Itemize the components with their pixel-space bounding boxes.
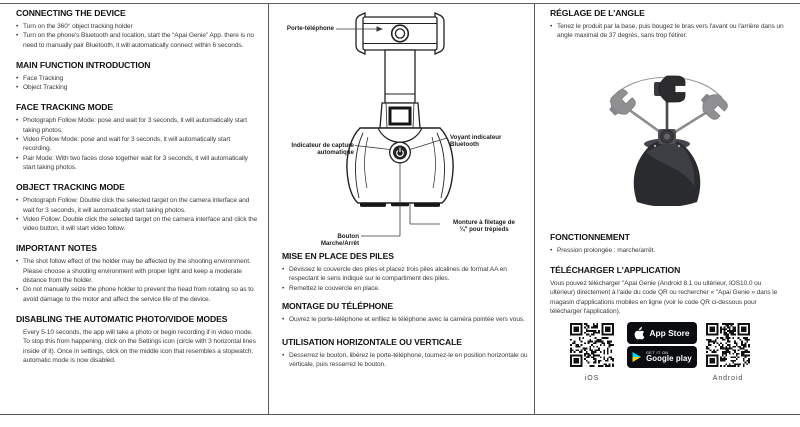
- section-title: DISABLING THE AUTOMATIC PHOTO/VIDOE MODES: [16, 313, 228, 324]
- device-diagram: [268, 0, 534, 248]
- stem: [385, 50, 415, 103]
- list-item: • Desserrez le bouton, libérez le porte-téléphone, tournez-le en position horizontale ou verticale, puis resserrez le bouton.: [282, 351, 530, 370]
- list-item: • Tenez le produit par la base, puis bougez le bras vers l'avant ou l'arrière dans un angle maximal de 37 degrés, sans trop l'étirer.: [550, 22, 788, 41]
- section-download-app: [550, 266, 788, 316]
- diagram-label-tripod-mount: Monture à filetage de ¼" pour trépieds: [453, 219, 515, 234]
- list-item: • Object Tracking: [16, 83, 259, 92]
- qr-code-android: [706, 323, 750, 367]
- bullet-list: [282, 351, 530, 370]
- android-label: Android: [712, 375, 744, 382]
- section-title: IMPORTANT NOTES: [16, 243, 97, 254]
- bullet-list: [16, 22, 259, 50]
- google-play-badge: [627, 346, 697, 368]
- list-item: • Pair Mode: With two faces close together wait for 3 seconds, it will automatically start taking photos.: [16, 154, 259, 173]
- google-play-label: Google play: [646, 354, 692, 363]
- clamp-knob: [392, 25, 409, 42]
- list-item: • The shot follow effect of the holder may be affected by the shooting environment. Please choose a shooting environment with proper light and keep a moderate distance from the holder.: [16, 257, 259, 285]
- apple-icon: [634, 326, 645, 340]
- bullet-list: [282, 265, 530, 293]
- bullet-list: [16, 196, 259, 233]
- bottom-rule: [0, 414, 800, 415]
- diagram-label-power-button: Bouton Marche/Arrêt: [320, 232, 359, 247]
- list-item: • Video Follow Mode: pose and wait for 3 seconds, it will automatically start recording.: [16, 135, 259, 154]
- section-batteries: [282, 252, 530, 293]
- product-photo: [588, 56, 748, 206]
- get-it-on-label: GET IT ON: [646, 350, 669, 355]
- bullet-list: [16, 74, 259, 93]
- section-face-tracking: [16, 103, 259, 172]
- leader-tripod: [410, 204, 440, 224]
- app-store-badge: [627, 322, 697, 344]
- section-title: FONCTIONNEMENT: [550, 232, 630, 242]
- section-title: OBJECT TRACKING MODE: [16, 182, 125, 193]
- section-horizontal-vertical: [282, 338, 530, 370]
- list-item: • Face Tracking: [16, 74, 259, 83]
- bullet-list: [550, 246, 788, 255]
- section-title: MAIN FUNCTION INTRODUCTION: [16, 59, 151, 70]
- list-item: • Do not manually seize the phone holder to prevent the head from rotating so as to avoid damage to the motor and affect the service life of the device.: [16, 285, 259, 304]
- section-operation: [550, 233, 788, 255]
- section-phone-mounting: [282, 302, 530, 324]
- section-title: CONNECTING THE DEVICE: [16, 8, 126, 18]
- bullet-list: [16, 116, 259, 172]
- ios-label: iOS: [584, 375, 600, 382]
- section-title: UTILISATION HORIZONTALE OU VERTICALE: [282, 337, 462, 348]
- section-title: MONTAGE DU TÉLÉPHONE: [282, 300, 393, 311]
- section-connecting-device: [16, 9, 259, 50]
- section-object-tracking: [16, 183, 259, 233]
- list-item: • Photograph Follow Mode: pose and wait for 3 seconds, it will automatically start taking photos.: [16, 116, 259, 135]
- bullet-list: [282, 315, 530, 324]
- middle-column: [282, 252, 530, 370]
- left-column: [16, 9, 259, 365]
- section-disabling-auto-modes: [16, 315, 259, 365]
- section-main-function: [16, 61, 259, 93]
- diagram-label-bluetooth: Voyant indicateur Bluetooth: [450, 134, 502, 149]
- list-item: • Dévissez le couvercle des piles et placez trois piles alcalines de format AA en respectant le sens indiqué sur le compartiment des piles.: [282, 265, 530, 284]
- list-item: • Turn on the phone's Bluetooth and location, start the “Apai Genie” App. there is no need to manually pair Bluetooth, it will automatically connect within 6 seconds.: [16, 31, 259, 50]
- diagram-label-auto-capture: Indicateur de capture automatique: [291, 142, 354, 157]
- section-angle-adjustment: [550, 9, 788, 41]
- list-item: • Remettez le couvercle en place.: [282, 284, 530, 293]
- bullet-list: [550, 22, 788, 41]
- section-important-notes: [16, 244, 259, 303]
- column-divider-right: [534, 3, 535, 415]
- play-triangle-icon: [632, 351, 642, 363]
- product-base: [634, 139, 701, 207]
- list-item: • Ouvrez le porte-téléphone et enfilez le téléphone avec la caméra pointée vers vous.: [282, 315, 530, 324]
- pivot-joint: [658, 129, 676, 144]
- list-item: • Pression prolongée : marche/arrêt.: [550, 246, 788, 255]
- diagram-label-phone-holder: Porte-téléphone: [286, 25, 334, 32]
- section-title: FACE TRACKING MODE: [16, 102, 114, 113]
- qr-code-ios: [570, 323, 614, 367]
- list-item: • Photograph Follow: Double click the selected target on the camera interface and wait for 3 seconds, it will automatically start taking photos.: [16, 196, 259, 215]
- paragraph: Vous pouvez télécharger "Apai Genie (Android 8.1 ou ultérieur, IOS10.0 ou ultérieur) directement à l'aide du code QR ou rechercher « "Apai Genie » dans le magasin d'applications mobiles en ligne (voir le code QR ci-dessous pour télécharger l'application).: [550, 280, 778, 315]
- section-title: MISE EN PLACE DES PILES: [282, 251, 394, 261]
- app-store-label: App Store: [649, 328, 690, 338]
- paragraph: Every 5-10 seconds, the app will take a photo or begin recording if in video mode. To stop this from happening, click on the Settings icon (circle with 3 horizontal lines inside of it). Once in settings, click on the middle icon that resembles a stopwatch; automatic mode is now disabled.: [23, 328, 256, 364]
- list-item: • Video Follow: Double click the selected target on the camera interface and click the video button, it will start video follow.: [16, 215, 259, 234]
- bullet-list: [16, 257, 259, 303]
- section-title: RÉGLAGE DE L'ANGLE: [550, 8, 645, 18]
- section-title: TÉLÉCHARGER L'APPLICATION: [550, 265, 681, 275]
- list-item: • Turn on the 360° object tracking holder: [16, 22, 259, 31]
